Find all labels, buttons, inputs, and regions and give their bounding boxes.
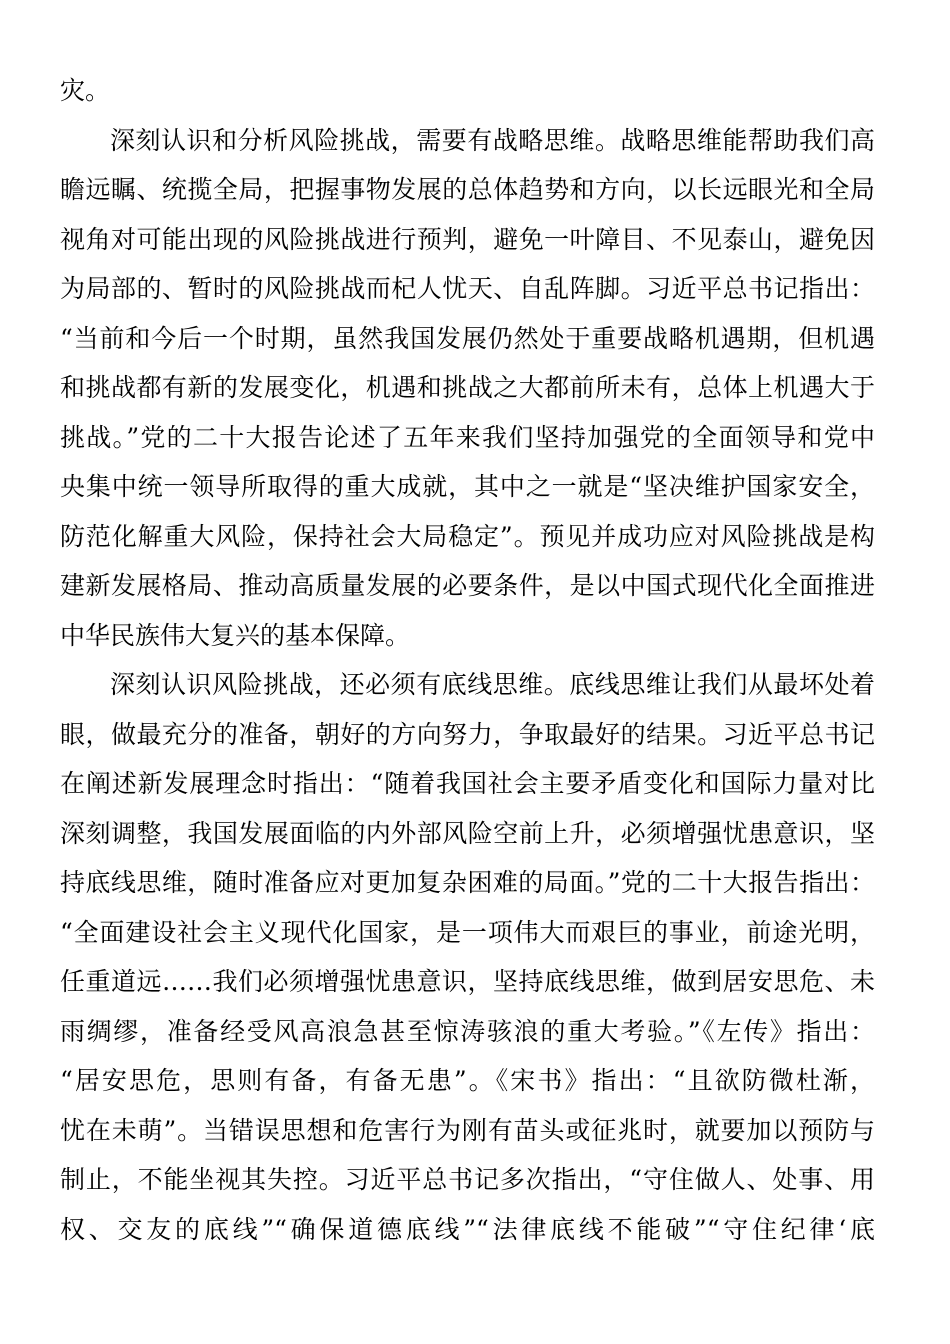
text-line: “当前和今后一个时期，虽然我国发展仍然处于重要战略机遇期，但机遇 [60, 323, 875, 353]
text-line: 挑战。”党的二十大报告论述了五年来我们坚持加强党的全面领导和党中 [60, 422, 875, 452]
text-line: 央集中统一领导所取得的重大成就，其中之一就是“坚决维护国家安全， [60, 472, 875, 501]
text-line: 眼，做最充分的准备，朝好的方向努力，争取最好的结果。习近平总书记 [60, 719, 875, 749]
body-text [60, 66, 875, 1254]
paragraph-first-line: 深刻认识和分析风险挑战，需要有战略思维。战略思维能帮助我们高 [110, 125, 875, 155]
text-line: 建新发展格局、推动高质量发展的必要条件，是以中国式现代化全面推进 [60, 571, 875, 600]
text-line: 和挑战都有新的发展变化，机遇和挑战之大都前所未有，总体上机遇大于 [60, 373, 875, 402]
text-line: 中华民族伟大复兴的基本保障。 [60, 620, 411, 650]
text-line: “居安思危，思则有备，有备无患”。《宋书》指出：“且欲防微杜渐， [60, 1066, 875, 1095]
text-line: 权、交友的底线”“确保道德底线”“法律底线不能破”“守住纪律‘底 [60, 1214, 875, 1244]
text-line: 持底线思维，随时准备应对更加复杂困难的局面。”党的二十大报告指出： [60, 868, 875, 897]
text-line: 灾。 [60, 76, 111, 105]
text-line: 为局部的、暂时的风险挑战而杞人忧天、自乱阵脚。习近平总书记指出： [60, 274, 875, 303]
text-line: 在阐述新发展理念时指出：“随着我国社会主要矛盾变化和国际力量对比 [60, 769, 875, 798]
paragraph-first-line: 深刻认识风险挑战，还必须有底线思维。底线思维让我们从最坏处着 [110, 670, 875, 699]
text-line: 制止，不能坐视其失控。习近平总书记多次指出，“守住做人、处事、用 [60, 1165, 875, 1194]
text-line: 雨绸缪，准备经受风高浪急甚至惊涛骇浪的重大考验。”《左传》指出： [60, 1016, 875, 1046]
text-line: 忧在未萌”。当错误思想和危害行为刚有苗头或征兆时，就要加以预防与 [60, 1115, 875, 1145]
text-line: 深刻调整，我国发展面临的内外部风险空前上升，必须增强忧患意识，坚 [60, 818, 875, 848]
text-line: 视角对可能出现的风险挑战进行预判，避免一叶障目、不见泰山，避免因 [60, 224, 875, 254]
text-line: 任重道远……我们必须增强忧患意识，坚持底线思维，做到居安思危、未 [60, 967, 875, 996]
text-line: “全面建设社会主义现代化国家，是一项伟大而艰巨的事业，前途光明， [60, 917, 875, 947]
text-line: 瞻远瞩、统揽全局，把握事物发展的总体趋势和方向，以长远眼光和全局 [60, 175, 875, 204]
text-line: 防范化解重大风险，保持社会大局稳定”。预见并成功应对风险挑战是构 [60, 521, 875, 551]
